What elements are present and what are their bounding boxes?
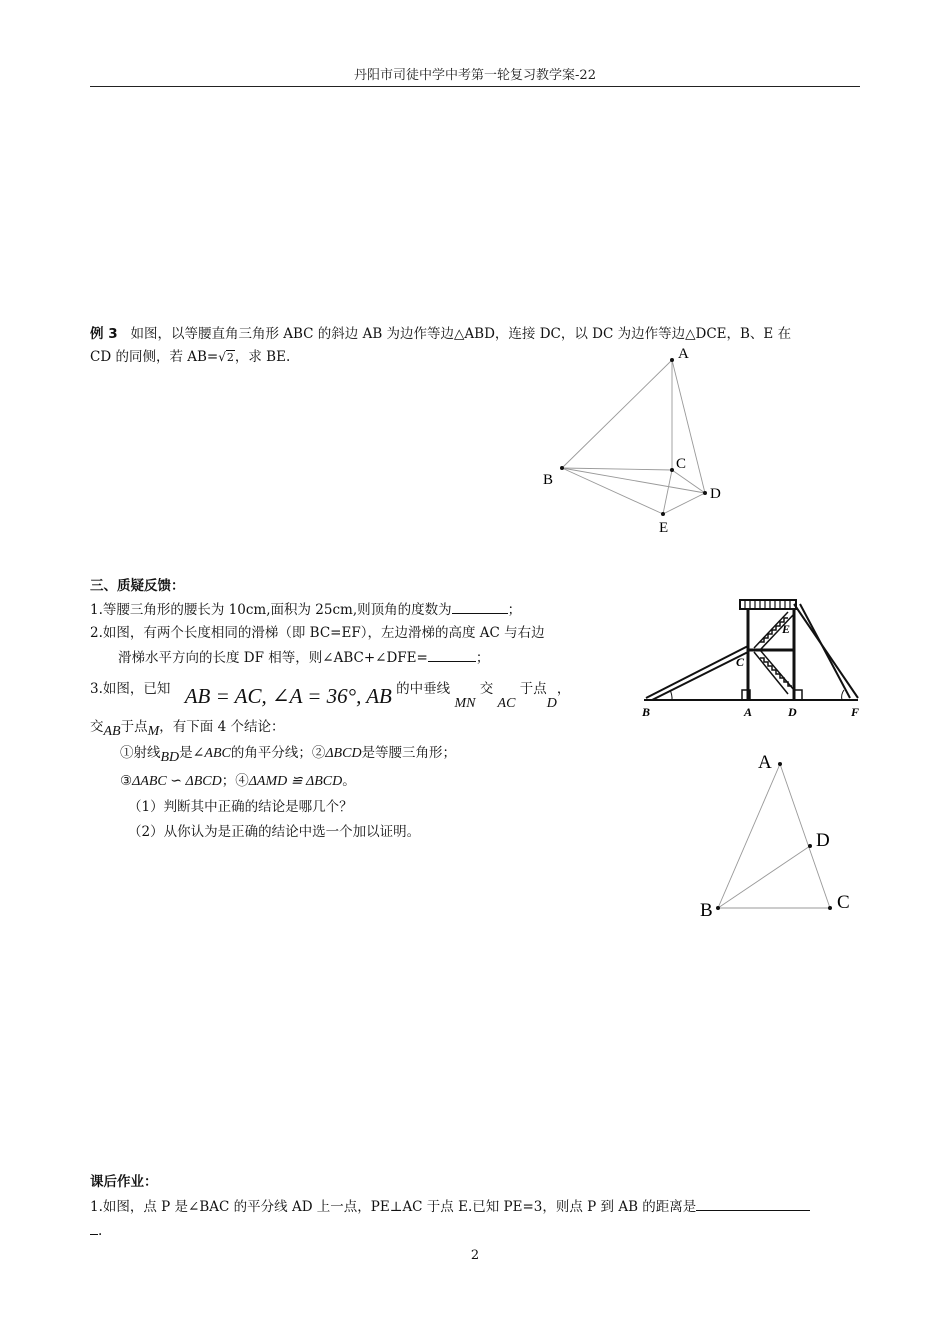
- c3-math2: ΔAMD ≌ ΔBCD: [248, 774, 343, 789]
- c1-b: 是: [179, 745, 193, 761]
- right-slide: [794, 604, 858, 698]
- platform-hatch: [745, 600, 790, 609]
- q1: [90, 599, 521, 620]
- angle-arc-F: [842, 690, 844, 700]
- label-A: A: [678, 346, 689, 362]
- q3-line1: [90, 672, 570, 721]
- slide-label-E: E: [782, 622, 791, 636]
- slide-figure: [636, 594, 868, 722]
- example3-lines: [562, 360, 705, 514]
- section3-title: 三、质疑反馈：: [90, 578, 185, 594]
- q3-t3: 交: [479, 681, 494, 697]
- q3-t6: 交: [90, 719, 104, 735]
- q3-t1: 3.如图，已知: [90, 681, 171, 697]
- c1-math3: ΔBCD: [325, 746, 362, 761]
- homework-q1-blank: [696, 1196, 810, 1211]
- triangle-figure: [696, 746, 866, 924]
- slide-label-D: D: [788, 705, 797, 719]
- q3-math5: AB: [103, 724, 121, 739]
- q3-t7: 于点: [120, 719, 148, 735]
- example3-points: [560, 358, 707, 516]
- sqrt-expression: √2: [218, 350, 234, 364]
- example3-line2: [90, 347, 290, 368]
- q3-math3: AC: [497, 696, 516, 711]
- q2-end: ；: [475, 650, 490, 666]
- label-D: D: [710, 486, 721, 502]
- left-slide: [646, 646, 748, 700]
- q3-math1: AB = AC, ∠A = 36°, AB: [184, 684, 392, 708]
- slide-label-F: F: [851, 705, 860, 719]
- q3-t5: ，: [556, 681, 571, 697]
- example3-figure: [530, 340, 730, 540]
- q2-text: 滑梯水平方向的长度 DF 相等，则∠ABC+∠DFE=: [118, 650, 428, 666]
- q2-line1: 2.如图，有两个长度相同的滑梯（即 BC=EF），左边滑梯的高度 AC 与右边: [90, 625, 545, 641]
- page-number: 2: [470, 1248, 480, 1263]
- q3-conclusion-1-2: [120, 743, 456, 768]
- q1-text: 1.等腰三角形的腰长为 10cm,面积为 25cm,则顶角的度数为: [90, 602, 452, 618]
- q3-conclusion-3-4: [120, 771, 356, 792]
- c1-math2: ∠ABC: [192, 746, 231, 761]
- example3-text2a: CD 的同侧，若 AB=: [90, 349, 219, 365]
- q3-t2: 的中垂线: [396, 681, 451, 697]
- tri-label-D: D: [816, 830, 830, 851]
- page-header: 丹阳市司徒中学中考第一轮复习教学案-22: [354, 68, 596, 83]
- angle-arc-B: [670, 690, 672, 700]
- c3-c: 。: [342, 773, 356, 789]
- q2-blank: [428, 647, 476, 662]
- q2-line2: [118, 647, 489, 668]
- c3-math: ΔABC ∽ ΔBCD: [132, 774, 222, 789]
- q3-math6: M: [147, 724, 160, 739]
- q3-t8: ，有下面 4 个结论：: [159, 719, 285, 735]
- c1-d: 是等腰三角形；: [361, 745, 457, 761]
- q3-sub2: （2）从你认为是正确的结论中选一个加以证明。: [128, 824, 421, 840]
- example3-text2b: ，求 BE.: [234, 349, 291, 365]
- slide-label-A: A: [744, 705, 753, 719]
- homework-q1-blank2: [90, 1220, 98, 1235]
- c1-c: 的角平分线；②: [230, 745, 326, 761]
- tri-label-B: B: [700, 900, 713, 921]
- label-C: C: [676, 456, 687, 472]
- tri-label-A: A: [758, 752, 772, 773]
- homework-q1-end: .: [98, 1223, 103, 1239]
- tri-label-C: C: [837, 892, 850, 913]
- header-rule: [90, 86, 860, 87]
- q3-math2: MN: [454, 696, 476, 711]
- q3-line2: [90, 717, 284, 742]
- slide-label-B: B: [642, 705, 651, 719]
- c3-a: ③: [120, 773, 133, 789]
- c3-b: ；④: [221, 773, 249, 789]
- q3-sub1: （1）判断其中正确的结论是哪几个？: [128, 799, 353, 815]
- homework-q1-line2: [90, 1220, 102, 1241]
- sqrt-radicand: 2: [226, 351, 234, 364]
- label-E: E: [659, 520, 669, 536]
- c1-math: BD: [160, 750, 180, 765]
- example3-label: 例 3: [90, 326, 118, 342]
- homework-title: 课后作业：: [90, 1174, 158, 1190]
- c1-a: ①射线: [120, 745, 161, 761]
- q1-end: ；: [507, 602, 522, 618]
- q1-blank: [452, 599, 508, 614]
- q3-t4: 于点: [519, 681, 547, 697]
- platform: [740, 600, 796, 609]
- q3-math4: D: [546, 696, 557, 711]
- example3-text1: 如图，以等腰直角三角形 ABC 的斜边 AB 为边作等边△ABD，连接 DC，以 DC 为边作等边△DCE，B、E 在: [130, 326, 792, 342]
- triangle-lines: [718, 764, 830, 908]
- homework-q1-text: 1.如图，点 P 是∠BAC 的平分线 AD 上一点，PE⊥AC 于点 E.已知 PE=3，则点 P 到 AB 的距离是: [90, 1199, 697, 1215]
- label-B: B: [543, 472, 554, 488]
- homework-q1: [90, 1196, 810, 1217]
- slide-label-C: C: [736, 655, 745, 669]
- triangle-points: [716, 762, 832, 910]
